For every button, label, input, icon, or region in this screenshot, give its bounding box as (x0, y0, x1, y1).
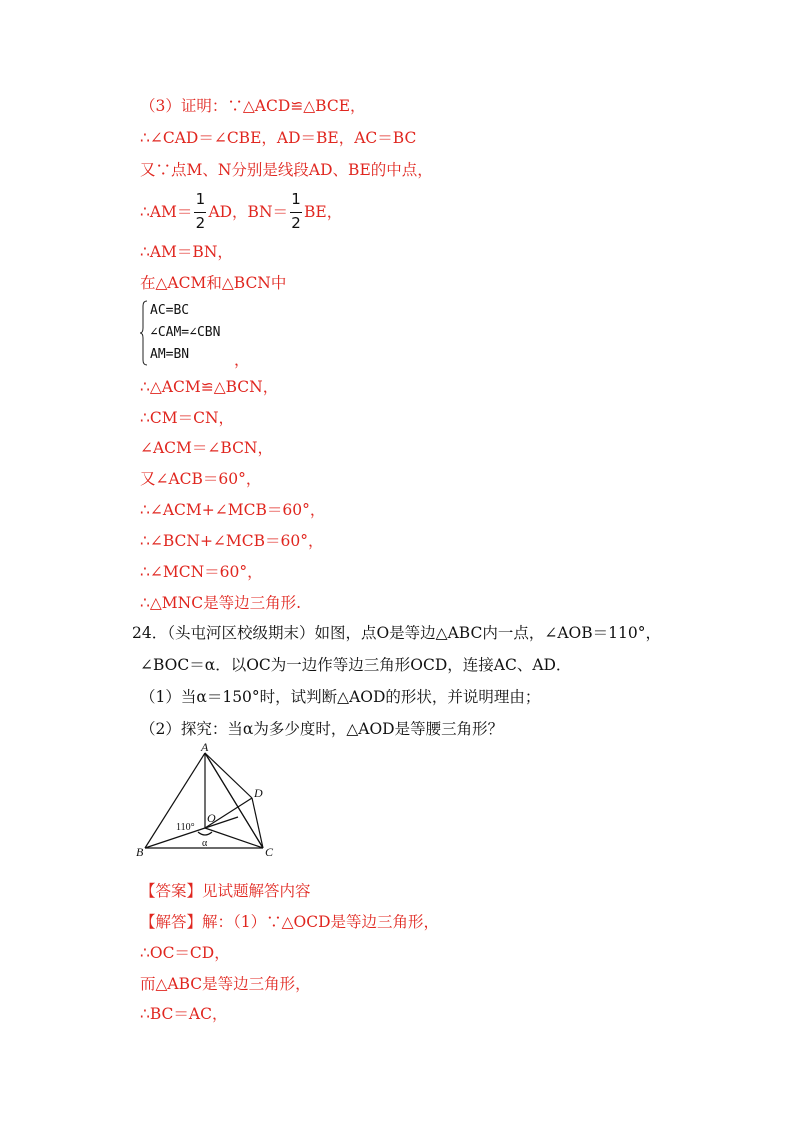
fraction-numerator: 1 (291, 190, 301, 208)
condition-row-1: AC=BC (150, 303, 190, 318)
fraction-half-2 (290, 191, 302, 235)
proof-line-6: 在△ACM和△BCN中 (140, 274, 287, 292)
left-brace-icon (140, 300, 148, 366)
solution-line-3: 而△ABC是等边三角形， (140, 975, 311, 993)
proof-line-12: ∴∠BCN+∠MCB＝60°， (140, 532, 324, 550)
proof-line-11: ∴∠ACM+∠MCB＝60°， (140, 501, 326, 519)
question-part-2: （2）探究：当α为多少度时，△AOD是等腰三角形？ (140, 720, 504, 738)
label-C: C (265, 845, 274, 859)
label-B: B (136, 845, 144, 859)
label-D: D (254, 786, 263, 800)
answer-line: 【答案】见试题解答内容 (140, 882, 311, 900)
condition-row-2: ∠CAM=∠CBN (150, 325, 221, 340)
proof-line-1: （3）证明：∵△ACD≌△BCE， (140, 97, 366, 115)
proof-line-4-a: ∴AM＝ (140, 203, 193, 221)
proof-line-8: ∴CM＝CN， (140, 409, 235, 427)
proof-line-2: ∴∠CAD＝∠CBE，AD＝BE，AC＝BC (140, 129, 417, 147)
label-alpha: α (202, 838, 208, 849)
solution-line-2: ∴OC＝CD， (140, 944, 230, 962)
condition-row-3: AM=BN (150, 347, 190, 362)
fraction-denominator: 2 (195, 214, 206, 232)
fraction-denominator: 2 (291, 214, 301, 232)
question-line-2: ∠BOC＝α．以OC为一边作等边三角形OCD，连接AC、AD． (140, 656, 572, 674)
proof-line-4-c: BE， (304, 203, 343, 221)
label-A: A (201, 740, 209, 754)
proof-line-4-b: AD，BN＝ (208, 203, 289, 221)
triangle-figure (134, 740, 284, 865)
proof-line-9: ∠ACM＝∠BCN， (140, 439, 273, 457)
proof-line-7: ∴△ACM≌△BCN， (140, 378, 279, 396)
proof-line-13: ∴∠MCN＝60°， (140, 563, 263, 581)
solution-line-4: ∴BC＝AC， (140, 1005, 228, 1023)
question-part-1: （1）当α＝150°时，试判断△AOD的形状，并说明理由； (140, 688, 541, 706)
solution-line-1: 【解答】解：（1）∵△OCD是等边三角形， (140, 913, 440, 931)
proof-line-3: 又∵点M、N分别是线段AD、BE的中点， (140, 161, 433, 179)
fraction-numerator: 1 (195, 190, 206, 208)
proof-line-14: ∴△MNC是等边三角形. (140, 594, 302, 612)
label-angle-110: 110° (176, 822, 195, 833)
question-line-1: 24．（头屯河区校级期末）如图，点O是等边△ABC内一点，∠AOB＝110°， (132, 624, 661, 642)
proof-line-10: 又∠ACB＝60°， (140, 470, 262, 488)
fraction-half-1 (194, 191, 206, 235)
proof-line-4 (140, 190, 342, 235)
label-O: O (207, 811, 216, 825)
brace-comma: ， (234, 351, 250, 369)
proof-line-5: ∴AM＝BN， (140, 243, 233, 261)
